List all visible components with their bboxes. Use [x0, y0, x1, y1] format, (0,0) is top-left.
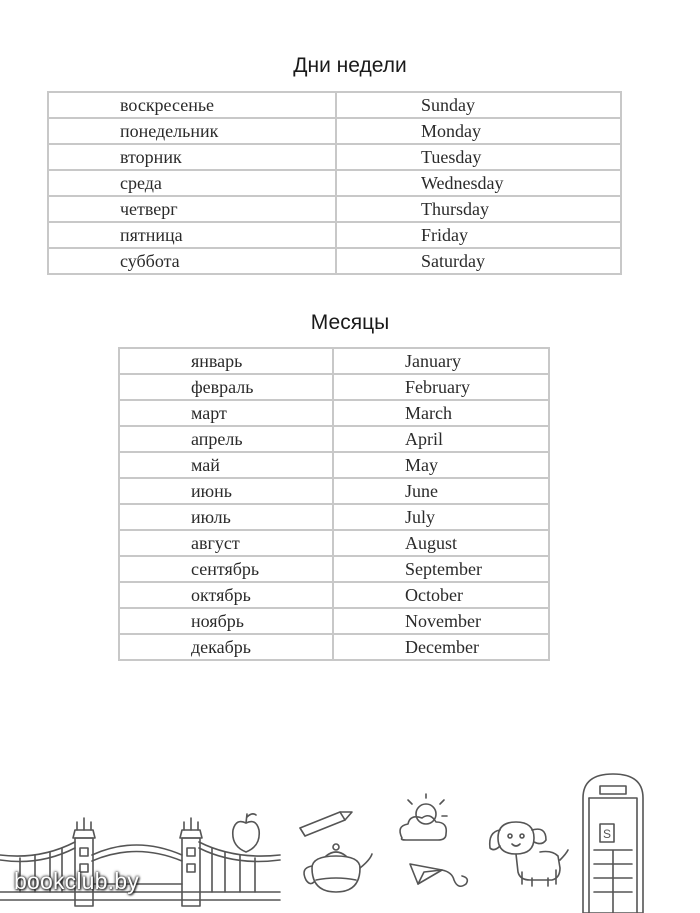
table-row: [48, 248, 621, 274]
table-row: [48, 196, 621, 222]
english-word: July: [333, 504, 549, 530]
days-of-week-table: [47, 91, 622, 275]
teapot-icon: [304, 844, 372, 892]
puppy-icon: [490, 822, 568, 886]
table-row: [119, 400, 549, 426]
english-word: Friday: [336, 222, 621, 248]
pencil-icon: [300, 812, 352, 836]
cloud-sun-icon: [400, 794, 447, 840]
english-word: April: [333, 426, 549, 452]
russian-word: январь: [119, 348, 333, 374]
months-title: Месяцы: [310, 311, 390, 334]
months-table: [118, 347, 550, 661]
table-row: [119, 452, 549, 478]
russian-word: пятница: [48, 222, 336, 248]
russian-word: сентябрь: [119, 556, 333, 582]
table-row: [119, 608, 549, 634]
russian-word: октябрь: [119, 582, 333, 608]
phone-box-letter: S: [602, 827, 612, 841]
russian-word: март: [119, 400, 333, 426]
site-watermark: bookclub.by: [14, 868, 139, 894]
apple-icon: [233, 814, 259, 852]
table-row: [48, 144, 621, 170]
table-row: [119, 530, 549, 556]
table-row: [119, 478, 549, 504]
russian-word: понедельник: [48, 118, 336, 144]
english-word: Saturday: [336, 248, 621, 274]
table-row: [48, 118, 621, 144]
english-word: November: [333, 608, 549, 634]
days-of-week-title: Дни недели: [293, 54, 407, 77]
english-word: March: [333, 400, 549, 426]
english-word: January: [333, 348, 549, 374]
russian-word: суббота: [48, 248, 336, 274]
russian-word: апрель: [119, 426, 333, 452]
table-row: [119, 374, 549, 400]
russian-word: декабрь: [119, 634, 333, 660]
english-word: December: [333, 634, 549, 660]
table-row: [119, 504, 549, 530]
english-word: Thursday: [336, 196, 621, 222]
russian-word: воскресенье: [48, 92, 336, 118]
russian-word: июль: [119, 504, 333, 530]
russian-word: среда: [48, 170, 336, 196]
russian-word: ноябрь: [119, 608, 333, 634]
russian-word: май: [119, 452, 333, 478]
english-word: September: [333, 556, 549, 582]
paper-plane-icon: [410, 864, 467, 886]
russian-word: вторник: [48, 144, 336, 170]
english-word: Tuesday: [336, 144, 621, 170]
english-word: October: [333, 582, 549, 608]
english-word: Sunday: [336, 92, 621, 118]
russian-word: август: [119, 530, 333, 556]
english-word: August: [333, 530, 549, 556]
english-word: February: [333, 374, 549, 400]
russian-word: февраль: [119, 374, 333, 400]
table-row: [48, 92, 621, 118]
english-word: Monday: [336, 118, 621, 144]
russian-word: четверг: [48, 196, 336, 222]
table-row: [119, 426, 549, 452]
english-word: May: [333, 452, 549, 478]
table-row: [119, 556, 549, 582]
table-row: [119, 634, 549, 660]
english-word: June: [333, 478, 549, 504]
phone-box-icon: [583, 774, 643, 913]
russian-word: июнь: [119, 478, 333, 504]
english-word: Wednesday: [336, 170, 621, 196]
table-row: [48, 170, 621, 196]
table-row: [119, 582, 549, 608]
table-row: [48, 222, 621, 248]
table-row: [119, 348, 549, 374]
